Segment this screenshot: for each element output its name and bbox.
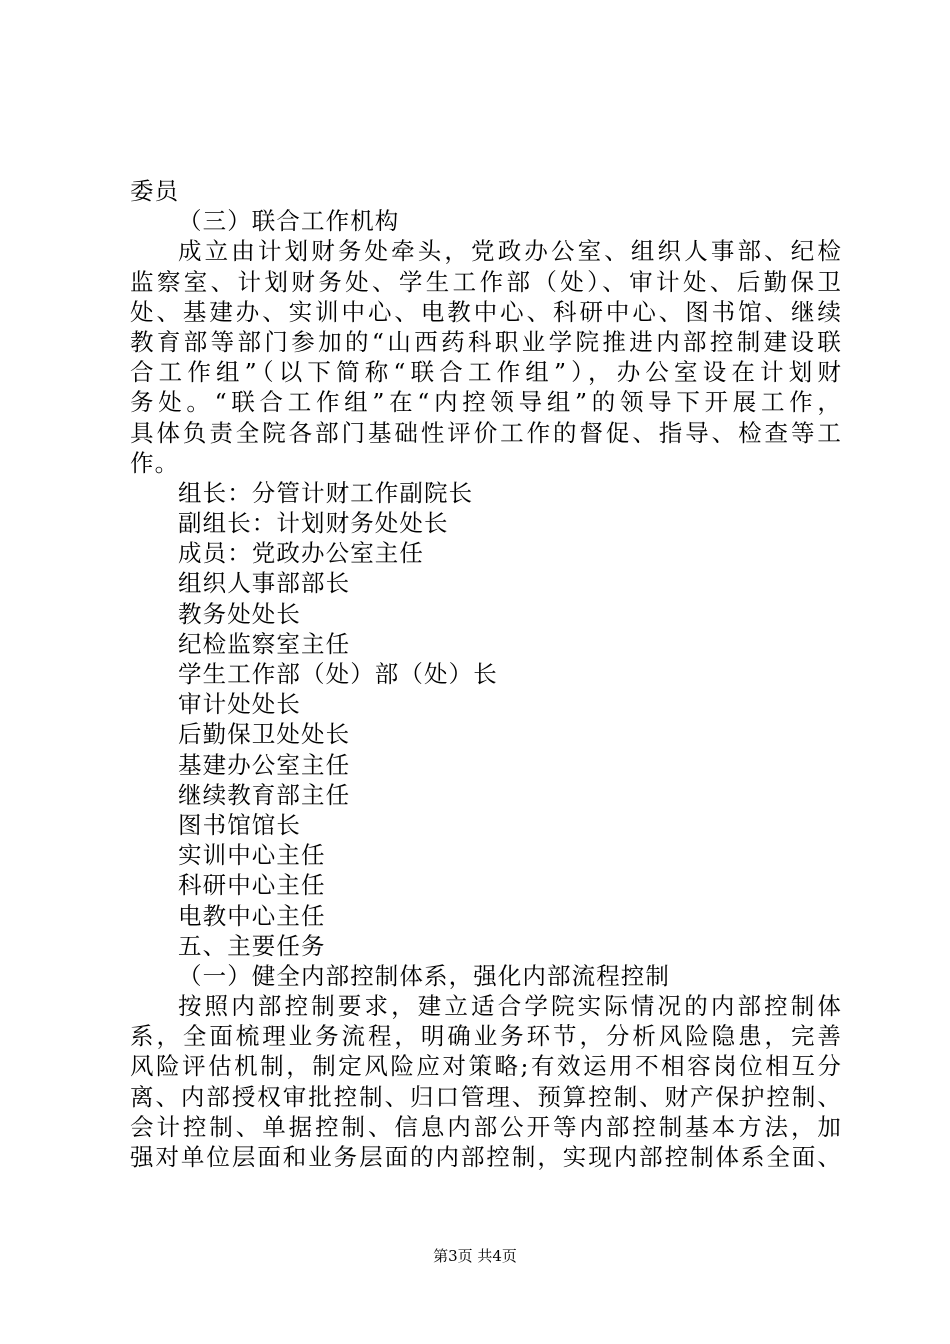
text-line: 强对单位层面和业务层面的内部控制，实现内部控制体系全面、 — [130, 1143, 842, 1171]
text-line: 成员：党政办公室主任 — [178, 539, 424, 568]
text-line: 五、主要任务 — [178, 931, 326, 960]
text-line: 按照内部控制要求，建立适合学院实际情况的内部控制体 — [178, 992, 842, 1021]
text-line: 会计控制、单据控制、信息内部公开等内部控制基本方法，加 — [130, 1112, 842, 1141]
text-line: 成立由计划财务处牵头，党政办公室、组织人事部、纪检 — [178, 237, 842, 266]
text-line: 学生工作部（处）部（处）长 — [178, 660, 498, 688]
page-footer: 第3页 共4页 — [433, 1247, 517, 1265]
text-line: 委员 — [130, 177, 180, 205]
text-line: （一）健全内部控制体系，强化内部流程控制 — [178, 961, 670, 990]
text-line: （三）联合工作机构 — [178, 207, 400, 236]
text-line: 纪检监察室主任 — [178, 629, 351, 658]
text-line: 离、内部授权审批控制、归口管理、预算控制、财产保护控制、 — [130, 1082, 842, 1111]
text-line: 后勤保卫处处长 — [178, 720, 351, 749]
text-line: 基建办公室主任 — [178, 750, 351, 779]
text-line: 副组长：计划财务处处长 — [178, 509, 449, 538]
text-line: 具体负责全院各部门基础性评价工作的督促、指导、检查等工 — [130, 418, 842, 447]
text-line: 处、基建办、实训中心、电教中心、科研中心、图书馆、继续 — [130, 297, 842, 326]
text-line: 电教中心主任 — [178, 901, 326, 930]
text-line: 风险评估机制，制定风险应对策略;有效运用不相容岗位相互分 — [130, 1052, 842, 1081]
text-line: 审计处处长 — [178, 690, 301, 719]
text-line: 科研中心主任 — [178, 871, 326, 900]
text-line: 图书馆馆长 — [178, 810, 301, 839]
text-line: 实训中心主任 — [178, 841, 326, 870]
text-line: 组长：分管计财工作副院长 — [178, 478, 474, 507]
document-body — [130, 176, 842, 1172]
text-line: 合工作组”（以下简称“联合工作组”），办公室设在计划财 — [130, 358, 842, 387]
text-line: 系，全面梳理业务流程，明确业务环节，分析风险隐患，完善 — [130, 1022, 842, 1051]
text-line: 教务处处长 — [178, 599, 301, 628]
text-line: 继续教育部主任 — [178, 780, 351, 809]
text-line: 作。 — [130, 448, 180, 477]
text-line: 教育部等部门参加的“山西药科职业学院推进内部控制建设联 — [130, 327, 842, 356]
text-line: 组织人事部部长 — [178, 569, 351, 598]
text-line: 监察室、计划财务处、学生工作部（处）、审计处、后勤保卫 — [130, 267, 842, 296]
text-line: 务处。“联合工作组”在“内控领导组”的领导下开展工作， — [130, 388, 842, 417]
